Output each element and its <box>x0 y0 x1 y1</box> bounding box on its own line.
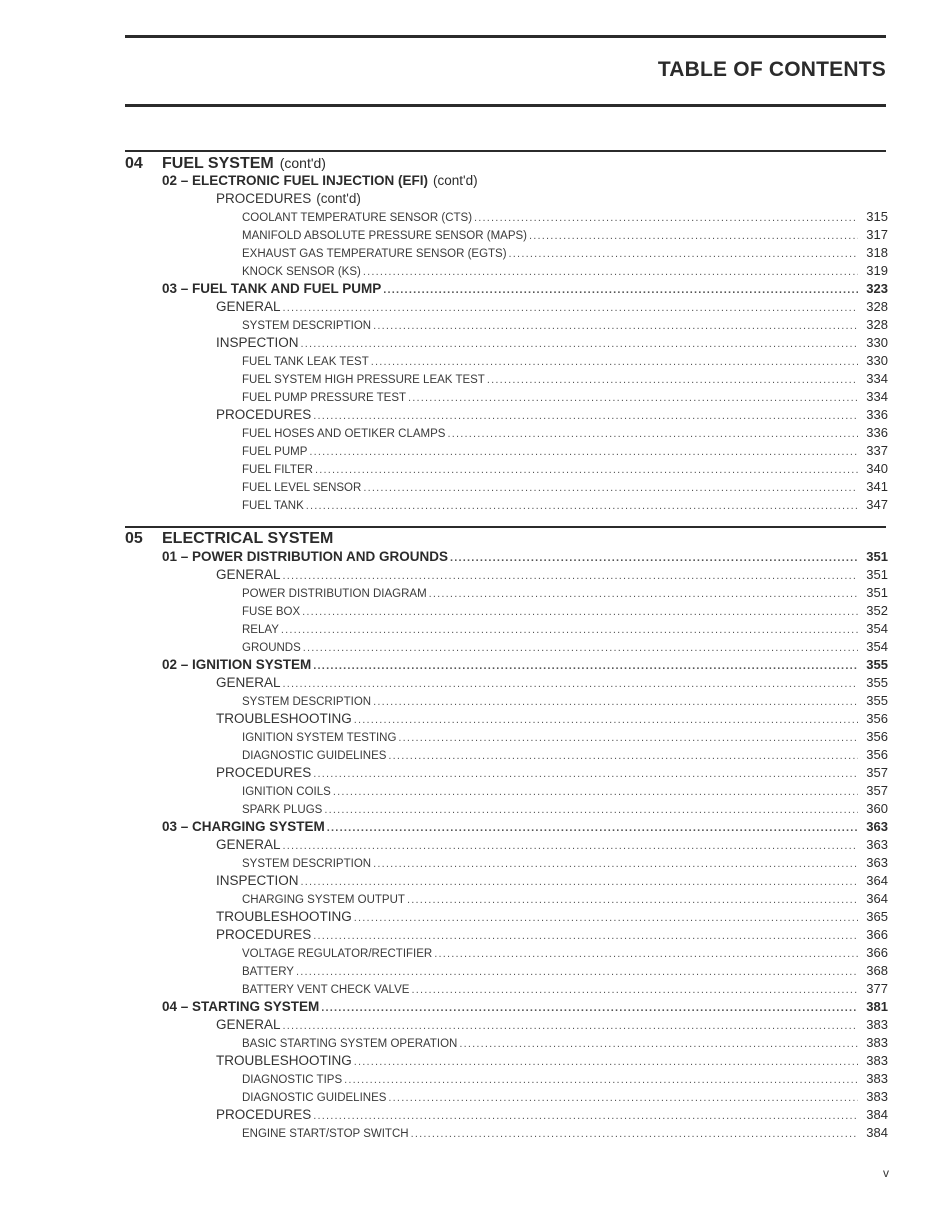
toc-entry-label <box>242 1071 342 1089</box>
chapter-heading[interactable] <box>125 530 888 548</box>
toc-entry[interactable] <box>125 424 888 442</box>
toc-entry-page: 384 <box>866 1107 888 1122</box>
toc-entry-page: 364 <box>866 873 888 888</box>
toc-entry-page: 356 <box>866 711 888 726</box>
toc-entry[interactable] <box>125 944 888 962</box>
toc-entry-label <box>216 674 281 692</box>
toc-entry-page: 328 <box>866 299 888 314</box>
entry-text: 04 – STARTING SYSTEM <box>162 999 320 1014</box>
section-rule-04 <box>125 150 886 152</box>
dot-leader <box>313 657 858 675</box>
dot-leader <box>281 621 858 639</box>
entry-text: 01 – POWER DISTRIBUTION AND GROUNDS <box>162 549 449 564</box>
toc-entry-page: 377 <box>866 981 888 996</box>
toc-entry-label <box>242 963 294 981</box>
toc-entry[interactable] <box>125 746 888 764</box>
toc-entry[interactable] <box>125 1070 888 1088</box>
toc-entry[interactable] <box>125 908 888 926</box>
toc-entry-page: 357 <box>866 765 888 780</box>
toc-entry-label <box>216 1052 352 1070</box>
toc-entry-label <box>242 227 527 245</box>
entry-suffix: (cont'd) <box>433 173 478 188</box>
entry-text: IGNITION COILS <box>242 786 331 798</box>
entry-text: SYSTEM DESCRIPTION <box>242 696 372 708</box>
toc-entry[interactable] <box>125 496 888 514</box>
toc-entry[interactable] <box>125 836 888 854</box>
toc-entry[interactable] <box>125 566 888 584</box>
chapter-number: 05 <box>125 530 143 547</box>
entry-text: FUEL SYSTEM HIGH PRESSURE LEAK TEST <box>242 374 485 386</box>
dot-leader <box>459 1035 858 1053</box>
entry-text: 03 – CHARGING SYSTEM <box>162 819 325 834</box>
entry-text: PROCEDURES <box>216 407 312 422</box>
toc-entry-label <box>242 353 369 371</box>
toc-entry[interactable] <box>125 316 888 334</box>
toc-entry-page: 337 <box>866 443 888 458</box>
dot-leader <box>283 675 858 693</box>
chapter-heading[interactable] <box>125 154 888 172</box>
toc-entry-label <box>242 425 445 443</box>
entry-text: INSPECTION <box>216 335 299 350</box>
dot-leader <box>321 999 858 1017</box>
toc-entry-label <box>216 872 299 890</box>
entry-text: KNOCK SENSOR (KS) <box>242 266 361 278</box>
toc-entry-page: 323 <box>866 281 888 296</box>
toc-entry[interactable] <box>125 656 888 674</box>
toc-entry-label <box>216 334 299 352</box>
toc-entry-page: 347 <box>866 497 888 512</box>
toc-entry-page: 328 <box>866 317 888 332</box>
toc-entry-page: 330 <box>866 353 888 368</box>
toc-entry-label <box>216 764 311 782</box>
dot-leader <box>354 1053 858 1071</box>
toc-entry-page: 363 <box>866 837 888 852</box>
toc-entry-label <box>242 585 427 603</box>
toc-entry-label <box>242 479 361 497</box>
toc-entry[interactable] <box>125 262 888 280</box>
toc-entry[interactable] <box>125 800 888 818</box>
toc-entry[interactable] <box>125 1034 888 1052</box>
entry-text: MANIFOLD ABSOLUTE PRESSURE SENSOR (MAPS) <box>242 230 528 242</box>
entry-text: INSPECTION <box>216 873 299 888</box>
toc-entry-label <box>242 945 432 963</box>
entry-text: BASIC STARTING SYSTEM OPERATION <box>242 1038 458 1050</box>
entry-text: PROCEDURES <box>216 765 312 780</box>
dot-leader <box>302 603 858 621</box>
dot-leader <box>283 299 858 317</box>
entry-text: EXHAUST GAS TEMPERATURE SENSOR (EGTS) <box>242 248 507 260</box>
dot-leader <box>429 585 858 603</box>
toc-entry-page: 363 <box>866 819 888 834</box>
toc-entry-page: 340 <box>866 461 888 476</box>
toc-entry[interactable] <box>125 998 888 1016</box>
toc-entry-label <box>242 621 279 639</box>
dot-leader <box>373 317 858 335</box>
dot-leader <box>354 909 858 927</box>
toc-entry-page: 355 <box>866 657 888 672</box>
dot-leader <box>388 747 858 765</box>
dot-leader <box>301 335 858 353</box>
toc-entry-label <box>162 280 381 298</box>
toc-entry-label <box>242 245 507 263</box>
dot-leader <box>487 371 858 389</box>
toc-entry-page: 364 <box>866 891 888 906</box>
dot-leader <box>411 1125 858 1143</box>
dot-leader <box>324 801 858 819</box>
toc-entry[interactable] <box>125 334 888 352</box>
dot-leader <box>327 819 858 837</box>
toc-entry[interactable] <box>125 1016 888 1034</box>
dot-leader <box>306 497 858 515</box>
toc-entry[interactable] <box>125 890 888 908</box>
dot-leader <box>333 783 858 801</box>
toc-entry-label <box>242 603 300 621</box>
toc-entry-page: 363 <box>866 855 888 870</box>
toc-entry-page: 319 <box>866 263 888 278</box>
header-top-rule <box>125 35 886 38</box>
entry-text: FUEL LEVEL SENSOR <box>242 482 362 494</box>
toc-entry[interactable] <box>125 244 888 262</box>
toc-entry-label <box>242 639 301 657</box>
toc-entry[interactable] <box>125 584 888 602</box>
dot-leader <box>283 837 858 855</box>
toc-entry-label <box>162 656 311 674</box>
entry-text: TROUBLESHOOTING <box>216 711 352 726</box>
dot-leader <box>447 425 858 443</box>
dot-leader <box>363 479 858 497</box>
entry-text: SYSTEM DESCRIPTION <box>242 858 372 870</box>
dot-leader <box>354 711 858 729</box>
toc-entry[interactable] <box>125 764 888 782</box>
toc-entry-page: 330 <box>866 335 888 350</box>
dot-leader <box>450 549 858 567</box>
entry-text: POWER DISTRIBUTION DIAGRAM <box>242 588 427 600</box>
header-bottom-rule <box>125 104 886 107</box>
entry-text: GENERAL <box>216 567 281 582</box>
toc-entry-label <box>216 926 311 944</box>
toc-entry-page: 334 <box>866 371 888 386</box>
toc-entry-page: 368 <box>866 963 888 978</box>
dot-leader <box>398 729 858 747</box>
toc-entry[interactable] <box>125 370 888 388</box>
entry-text: FUEL PUMP PRESSURE TEST <box>242 392 407 404</box>
toc-entry-page: 356 <box>866 747 888 762</box>
toc-entry-page: 383 <box>866 1053 888 1068</box>
entry-text: FUEL TANK LEAK TEST <box>242 356 369 368</box>
toc-entries <box>125 548 888 1142</box>
dot-leader <box>363 263 858 281</box>
toc-entry[interactable] <box>125 710 888 728</box>
dot-leader <box>383 281 858 299</box>
toc-entry-label <box>216 190 361 208</box>
entry-text: GROUNDS <box>242 642 301 654</box>
toc-entry-page: 383 <box>866 1035 888 1050</box>
toc-entry[interactable] <box>125 298 888 316</box>
toc-entry-page: 355 <box>866 675 888 690</box>
entry-text: FUEL TANK <box>242 500 304 512</box>
toc-entry[interactable] <box>125 406 888 424</box>
toc-entry[interactable] <box>125 926 888 944</box>
toc-entry-label <box>162 998 319 1016</box>
entry-text: ENGINE START/STOP SWITCH <box>242 1128 409 1140</box>
entry-suffix: (cont'd) <box>316 191 361 206</box>
toc-entry[interactable] <box>125 818 888 836</box>
dot-leader <box>407 891 858 909</box>
toc-entry-label <box>162 818 325 836</box>
entry-text: 02 – IGNITION SYSTEM <box>162 657 312 672</box>
dot-leader <box>408 389 858 407</box>
toc-entry-label <box>242 891 405 909</box>
toc-entry[interactable] <box>125 728 888 746</box>
toc-entry[interactable] <box>125 674 888 692</box>
toc-entry-label <box>242 371 485 389</box>
toc-entries <box>125 172 888 514</box>
entry-text: GENERAL <box>216 675 281 690</box>
dot-leader <box>388 1089 858 1107</box>
toc-entry[interactable] <box>125 478 888 496</box>
entry-text: CHARGING SYSTEM OUTPUT <box>242 894 405 906</box>
toc-entry-page: 357 <box>866 783 888 798</box>
toc-entry-label <box>242 801 322 819</box>
toc-entry-page: 383 <box>866 1071 888 1086</box>
toc-entry[interactable] <box>125 980 888 998</box>
dot-leader <box>344 1071 858 1089</box>
toc-entry[interactable] <box>125 208 888 226</box>
toc-entry[interactable] <box>125 962 888 980</box>
section-rule-05 <box>125 526 886 528</box>
entry-text: GENERAL <box>216 299 281 314</box>
toc-entry[interactable] <box>125 226 888 244</box>
entry-text: TROUBLESHOOTING <box>216 1053 352 1068</box>
toc-entry[interactable] <box>125 352 888 370</box>
toc-entry-label <box>242 443 307 461</box>
toc-entry-label <box>242 1089 386 1107</box>
toc-entry-label <box>242 209 472 227</box>
toc-entry-page: 354 <box>866 639 888 654</box>
dot-leader <box>529 227 858 245</box>
toc-entry-page: 384 <box>866 1125 888 1140</box>
toc-entry-page: 318 <box>866 245 888 260</box>
toc-entry[interactable] <box>125 692 888 710</box>
entry-text: FUEL HOSES AND OETIKER CLAMPS <box>242 428 446 440</box>
toc-entry[interactable] <box>125 1124 888 1142</box>
entry-text: FUEL FILTER <box>242 464 313 476</box>
dot-leader <box>301 873 858 891</box>
dot-leader <box>373 693 858 711</box>
toc-entry-label <box>216 406 311 424</box>
toc-entry-label <box>242 461 313 479</box>
entry-text: PROCEDURES <box>216 1107 312 1122</box>
entry-text: PROCEDURES <box>216 191 312 206</box>
toc-entry-label <box>216 298 281 316</box>
toc-entry[interactable] <box>125 190 888 208</box>
entry-text: FUEL PUMP <box>242 446 308 458</box>
toc-entry-page: 383 <box>866 1017 888 1032</box>
toc-entry[interactable] <box>125 872 888 890</box>
toc-entry[interactable] <box>125 1088 888 1106</box>
toc-entry-page: 381 <box>866 999 888 1014</box>
dot-leader <box>373 855 858 873</box>
toc-entry[interactable] <box>125 388 888 406</box>
entry-text: COOLANT TEMPERATURE SENSOR (CTS) <box>242 212 473 224</box>
page-number: v <box>883 1166 889 1180</box>
entry-text: 02 – ELECTRONIC FUEL INJECTION (EFI) <box>162 173 429 188</box>
dot-leader <box>315 461 858 479</box>
toc-entry-label <box>162 172 478 190</box>
entry-text: GENERAL <box>216 837 281 852</box>
toc-entry[interactable] <box>125 548 888 566</box>
toc-entry-label <box>242 729 396 747</box>
toc-entry-page: 315 <box>866 209 888 224</box>
toc-entry-label <box>242 981 409 999</box>
dot-leader <box>283 1017 858 1035</box>
toc-entry[interactable] <box>125 172 888 190</box>
toc-entry-label <box>242 263 361 281</box>
chapter-number: 04 <box>125 155 143 172</box>
dot-leader <box>474 209 858 227</box>
toc-entry-page: 356 <box>866 729 888 744</box>
toc-entry[interactable] <box>125 620 888 638</box>
toc-entry-label <box>216 1016 281 1034</box>
dot-leader <box>509 245 858 263</box>
toc-entry-page: 351 <box>866 567 888 582</box>
toc-entry-label <box>242 1125 409 1143</box>
dot-leader <box>309 443 858 461</box>
entry-text: IGNITION SYSTEM TESTING <box>242 732 397 744</box>
toc-entry[interactable] <box>125 602 888 620</box>
entry-text: BATTERY VENT CHECK VALVE <box>242 984 410 996</box>
toc-entry-label <box>216 908 352 926</box>
chapter-suffix: (cont'd) <box>279 155 326 171</box>
dot-leader <box>283 567 858 585</box>
entry-text: PROCEDURES <box>216 927 312 942</box>
toc-entry-page: 354 <box>866 621 888 636</box>
toc-entry-label <box>242 693 371 711</box>
toc-entry-label <box>242 317 371 335</box>
toc-entry-label <box>216 710 352 728</box>
entry-text: RELAY <box>242 624 279 636</box>
toc-entry[interactable] <box>125 782 888 800</box>
entry-text: DIAGNOSTIC GUIDELINES <box>242 1092 387 1104</box>
toc-entry-page: 334 <box>866 389 888 404</box>
toc-entry-page: 336 <box>866 407 888 422</box>
toc-entry-page: 352 <box>866 603 888 618</box>
dot-leader <box>313 1107 858 1125</box>
entry-text: DIAGNOSTIC GUIDELINES <box>242 750 387 762</box>
toc-entry[interactable] <box>125 1052 888 1070</box>
dot-leader <box>313 765 858 783</box>
dot-leader <box>313 407 858 425</box>
entry-text: SYSTEM DESCRIPTION <box>242 320 372 332</box>
toc-entry-page: 383 <box>866 1089 888 1104</box>
toc-entry-label <box>216 836 281 854</box>
dot-leader <box>303 639 858 657</box>
toc-entry-page: 366 <box>866 927 888 942</box>
entry-text: TROUBLESHOOTING <box>216 909 352 924</box>
toc-entry-label <box>216 566 281 584</box>
toc-entry-label <box>216 1106 311 1124</box>
toc-entry-page: 317 <box>866 227 888 242</box>
toc-section-05 <box>125 530 888 1142</box>
toc-section-04 <box>125 154 888 514</box>
entry-text: FUSE BOX <box>242 606 301 618</box>
entry-text: DIAGNOSTIC TIPS <box>242 1074 343 1086</box>
toc-entry-page: 351 <box>866 585 888 600</box>
toc-entry-label <box>242 855 371 873</box>
dot-leader <box>411 981 858 999</box>
entry-text: SPARK PLUGS <box>242 804 323 816</box>
toc-entry-page: 366 <box>866 945 888 960</box>
toc-entry-page: 360 <box>866 801 888 816</box>
toc-entry-page: 355 <box>866 693 888 708</box>
toc-entry-label <box>242 783 331 801</box>
page-title: TABLE OF CONTENTS <box>657 58 886 81</box>
entry-text: GENERAL <box>216 1017 281 1032</box>
toc-entry-label <box>242 389 406 407</box>
toc-entry-page: 365 <box>866 909 888 924</box>
toc-entry-label <box>242 497 304 515</box>
toc-entry[interactable] <box>125 638 888 656</box>
toc-entry[interactable] <box>125 854 888 872</box>
toc-entry[interactable] <box>125 280 888 298</box>
entry-text: BATTERY <box>242 966 294 978</box>
chapter-title: FUEL SYSTEM <box>162 155 274 172</box>
toc-entry-page: 341 <box>866 479 888 494</box>
toc-entry-label <box>242 1035 457 1053</box>
toc-entry-label <box>162 548 448 566</box>
toc-entry[interactable] <box>125 460 888 478</box>
chapter-title: ELECTRICAL SYSTEM <box>162 530 334 547</box>
dot-leader <box>313 927 858 945</box>
entry-text: 03 – FUEL TANK AND FUEL PUMP <box>162 281 382 296</box>
toc-entry[interactable] <box>125 442 888 460</box>
dot-leader <box>434 945 858 963</box>
toc-entry[interactable] <box>125 1106 888 1124</box>
toc-entry-page: 336 <box>866 425 888 440</box>
toc-entry-page: 351 <box>866 549 888 564</box>
toc-entry-label <box>242 747 386 765</box>
entry-text: VOLTAGE REGULATOR/RECTIFIER <box>242 948 433 960</box>
dot-leader <box>296 963 858 981</box>
dot-leader <box>371 353 858 371</box>
